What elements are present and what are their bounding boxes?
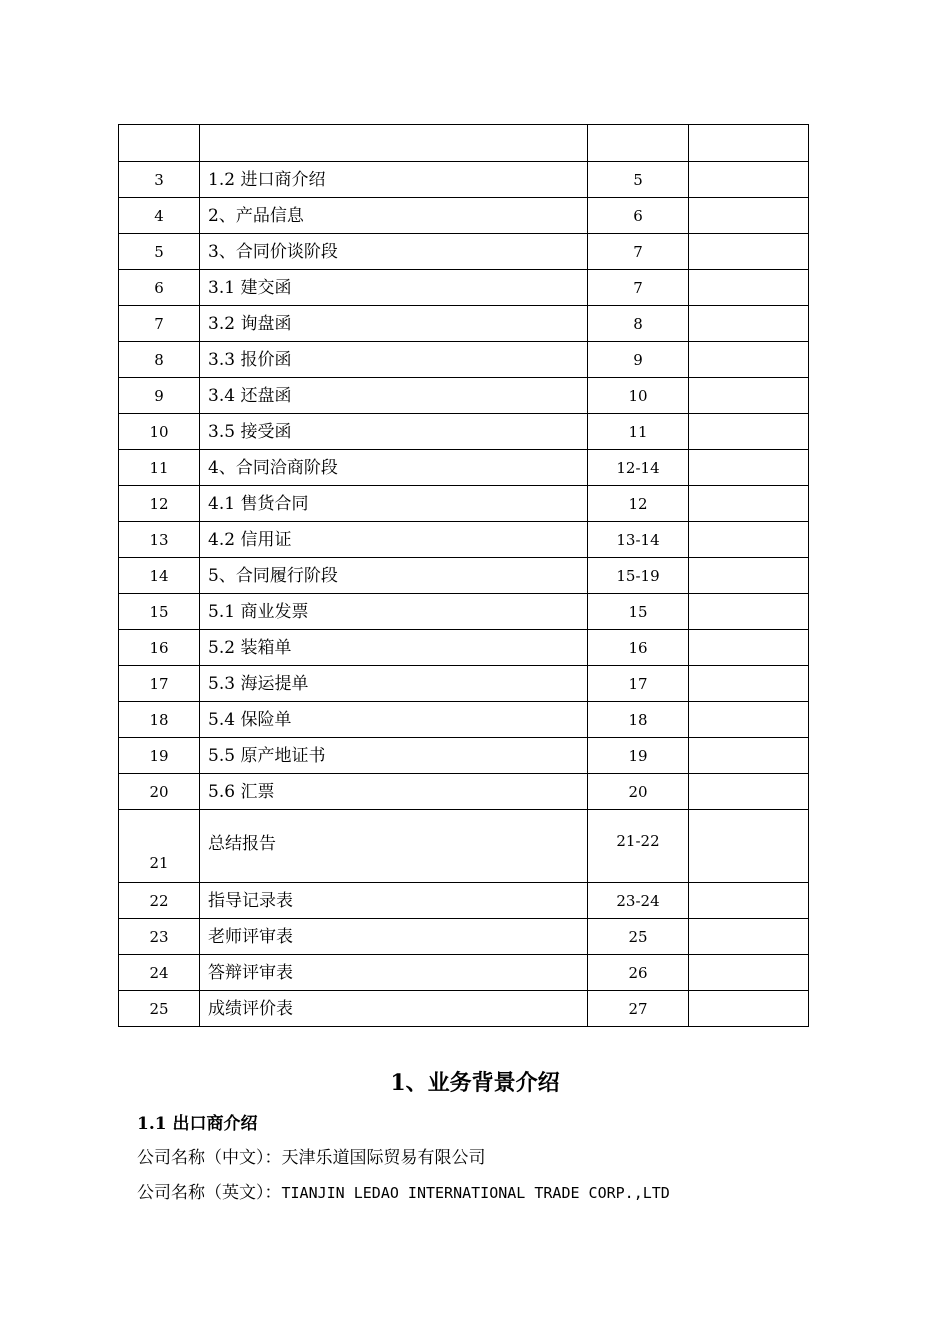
toc-note-cell — [689, 666, 809, 702]
table-row — [119, 702, 809, 738]
toc-body — [119, 125, 809, 1027]
table-row — [119, 378, 809, 414]
toc-note-cell — [689, 738, 809, 774]
table-row — [119, 414, 809, 450]
toc-page-cell: 13-14 — [588, 522, 689, 558]
toc-title-cell: 总结报告 — [200, 810, 588, 883]
toc-number-cell: 17 — [119, 666, 200, 702]
toc-note-cell — [689, 702, 809, 738]
toc-title-cell: 5.5 原产地证书 — [200, 738, 588, 774]
toc-title-cell: 5.2 装箱单 — [200, 630, 588, 666]
toc-page-cell: 7 — [588, 234, 689, 270]
toc-title-cell: 5.6 汇票 — [200, 774, 588, 810]
toc-page-cell: 23-24 — [588, 883, 689, 919]
toc-note-cell — [689, 450, 809, 486]
table-row — [119, 810, 809, 883]
toc-title-cell: 3.3 报价函 — [200, 342, 588, 378]
toc-title-cell: 3.2 询盘函 — [200, 306, 588, 342]
table-row — [119, 558, 809, 594]
table-row — [119, 162, 809, 198]
company-en-line — [137, 1178, 670, 1203]
toc-note-cell — [689, 774, 809, 810]
toc-note-cell — [689, 991, 809, 1027]
toc-page-cell: 12 — [588, 486, 689, 522]
toc-page-cell: 21-22 — [588, 810, 689, 883]
toc-header-cell-num — [119, 125, 200, 162]
toc-page-cell: 10 — [588, 378, 689, 414]
table-row — [119, 450, 809, 486]
toc-title-cell: 成绩评价表 — [200, 991, 588, 1027]
toc-note-cell — [689, 198, 809, 234]
toc-note-cell — [689, 522, 809, 558]
company-cn-value: 天津乐道国际贸易有限公司 — [281, 1148, 486, 1168]
toc-page-cell: 6 — [588, 198, 689, 234]
toc-note-cell — [689, 810, 809, 883]
toc-number-cell: 22 — [119, 883, 200, 919]
table-row — [119, 666, 809, 702]
table-row — [119, 955, 809, 991]
table-row — [119, 522, 809, 558]
toc-page-cell: 11 — [588, 414, 689, 450]
toc-page-cell: 9 — [588, 342, 689, 378]
toc-number-cell: 5 — [119, 234, 200, 270]
toc-number-cell: 14 — [119, 558, 200, 594]
table-row — [119, 234, 809, 270]
toc-number-cell: 25 — [119, 991, 200, 1027]
toc-page-cell: 26 — [588, 955, 689, 991]
toc-page-cell: 25 — [588, 919, 689, 955]
toc-title-cell: 3、合同价谈阶段 — [200, 234, 588, 270]
toc-note-cell — [689, 234, 809, 270]
toc-note-cell — [689, 883, 809, 919]
toc-title-cell: 5.1 商业发票 — [200, 594, 588, 630]
toc-number-cell: 11 — [119, 450, 200, 486]
toc-number-cell: 4 — [119, 198, 200, 234]
toc-number-cell: 10 — [119, 414, 200, 450]
toc-note-cell — [689, 162, 809, 198]
toc-title-cell: 3.5 接受函 — [200, 414, 588, 450]
company-cn-line — [137, 1143, 486, 1168]
toc-number-cell: 20 — [119, 774, 200, 810]
toc-header-cell-note — [689, 125, 809, 162]
toc-page-cell: 18 — [588, 702, 689, 738]
toc-note-cell — [689, 270, 809, 306]
toc-page-cell: 15 — [588, 594, 689, 630]
toc-title-cell: 4、合同洽商阶段 — [200, 450, 588, 486]
toc-number-cell: 6 — [119, 270, 200, 306]
company-en-label: 公司名称（英文）： — [137, 1183, 282, 1203]
toc-title-cell: 2、产品信息 — [200, 198, 588, 234]
toc-number-cell: 3 — [119, 162, 200, 198]
toc-title-cell: 5、合同履行阶段 — [200, 558, 588, 594]
toc-title-cell: 5.3 海运提单 — [200, 666, 588, 702]
toc-note-cell — [689, 306, 809, 342]
toc-page-cell: 16 — [588, 630, 689, 666]
table-row — [119, 270, 809, 306]
table-row — [119, 919, 809, 955]
toc-note-cell — [689, 558, 809, 594]
toc-title-cell: 4.2 信用证 — [200, 522, 588, 558]
section-title: 1、业务背景介绍 — [390, 1070, 560, 1096]
toc-note-cell — [689, 378, 809, 414]
toc-number-cell: 12 — [119, 486, 200, 522]
toc-number-cell: 9 — [119, 378, 200, 414]
toc-number-cell: 23 — [119, 919, 200, 955]
toc-number-cell: 7 — [119, 306, 200, 342]
toc-title-cell: 3.4 还盘函 — [200, 378, 588, 414]
toc-title-cell: 3.1 建交函 — [200, 270, 588, 306]
toc-number-cell: 13 — [119, 522, 200, 558]
table-row — [119, 774, 809, 810]
toc-title-cell: 指导记录表 — [200, 883, 588, 919]
toc-page-cell: 27 — [588, 991, 689, 1027]
toc-header-cell-page — [588, 125, 689, 162]
company-en-value: TIANJIN LEDAO INTERNATIONAL TRADE CORP.,LTD — [281, 1184, 670, 1202]
toc-title-cell: 1.2 进口商介绍 — [200, 162, 588, 198]
toc-title-cell: 老师评审表 — [200, 919, 588, 955]
table-row — [119, 306, 809, 342]
toc-number-cell: 21 — [119, 810, 200, 883]
toc-note-cell — [689, 955, 809, 991]
toc-page-cell: 8 — [588, 306, 689, 342]
toc-number-cell: 8 — [119, 342, 200, 378]
table-row — [119, 594, 809, 630]
toc-page-cell: 19 — [588, 738, 689, 774]
toc-page-cell: 15-19 — [588, 558, 689, 594]
table-row — [119, 883, 809, 919]
subsection-title: 1.1 出口商介绍 — [137, 1114, 258, 1134]
company-cn-label: 公司名称（中文）： — [137, 1148, 282, 1168]
toc-page-cell: 12-14 — [588, 450, 689, 486]
toc-table — [118, 124, 809, 1027]
toc-number-cell: 16 — [119, 630, 200, 666]
toc-page-cell: 17 — [588, 666, 689, 702]
table-row — [119, 738, 809, 774]
table-row — [119, 342, 809, 378]
toc-note-cell — [689, 342, 809, 378]
toc-note-cell — [689, 414, 809, 450]
table-row — [119, 630, 809, 666]
toc-note-cell — [689, 919, 809, 955]
toc-title-cell: 4.1 售货合同 — [200, 486, 588, 522]
toc-header-cell-title — [200, 125, 588, 162]
toc-title-cell: 5.4 保险单 — [200, 702, 588, 738]
toc-note-cell — [689, 630, 809, 666]
toc-number-cell: 18 — [119, 702, 200, 738]
table-row — [119, 198, 809, 234]
toc-header-row — [119, 125, 809, 162]
toc-number-cell: 19 — [119, 738, 200, 774]
table-row — [119, 486, 809, 522]
toc-page-cell: 7 — [588, 270, 689, 306]
toc-number-cell: 24 — [119, 955, 200, 991]
toc-page-cell: 20 — [588, 774, 689, 810]
toc-title-cell: 答辩评审表 — [200, 955, 588, 991]
toc-number-cell: 15 — [119, 594, 200, 630]
toc-page-cell: 5 — [588, 162, 689, 198]
toc-note-cell — [689, 486, 809, 522]
toc-note-cell — [689, 594, 809, 630]
table-row — [119, 991, 809, 1027]
